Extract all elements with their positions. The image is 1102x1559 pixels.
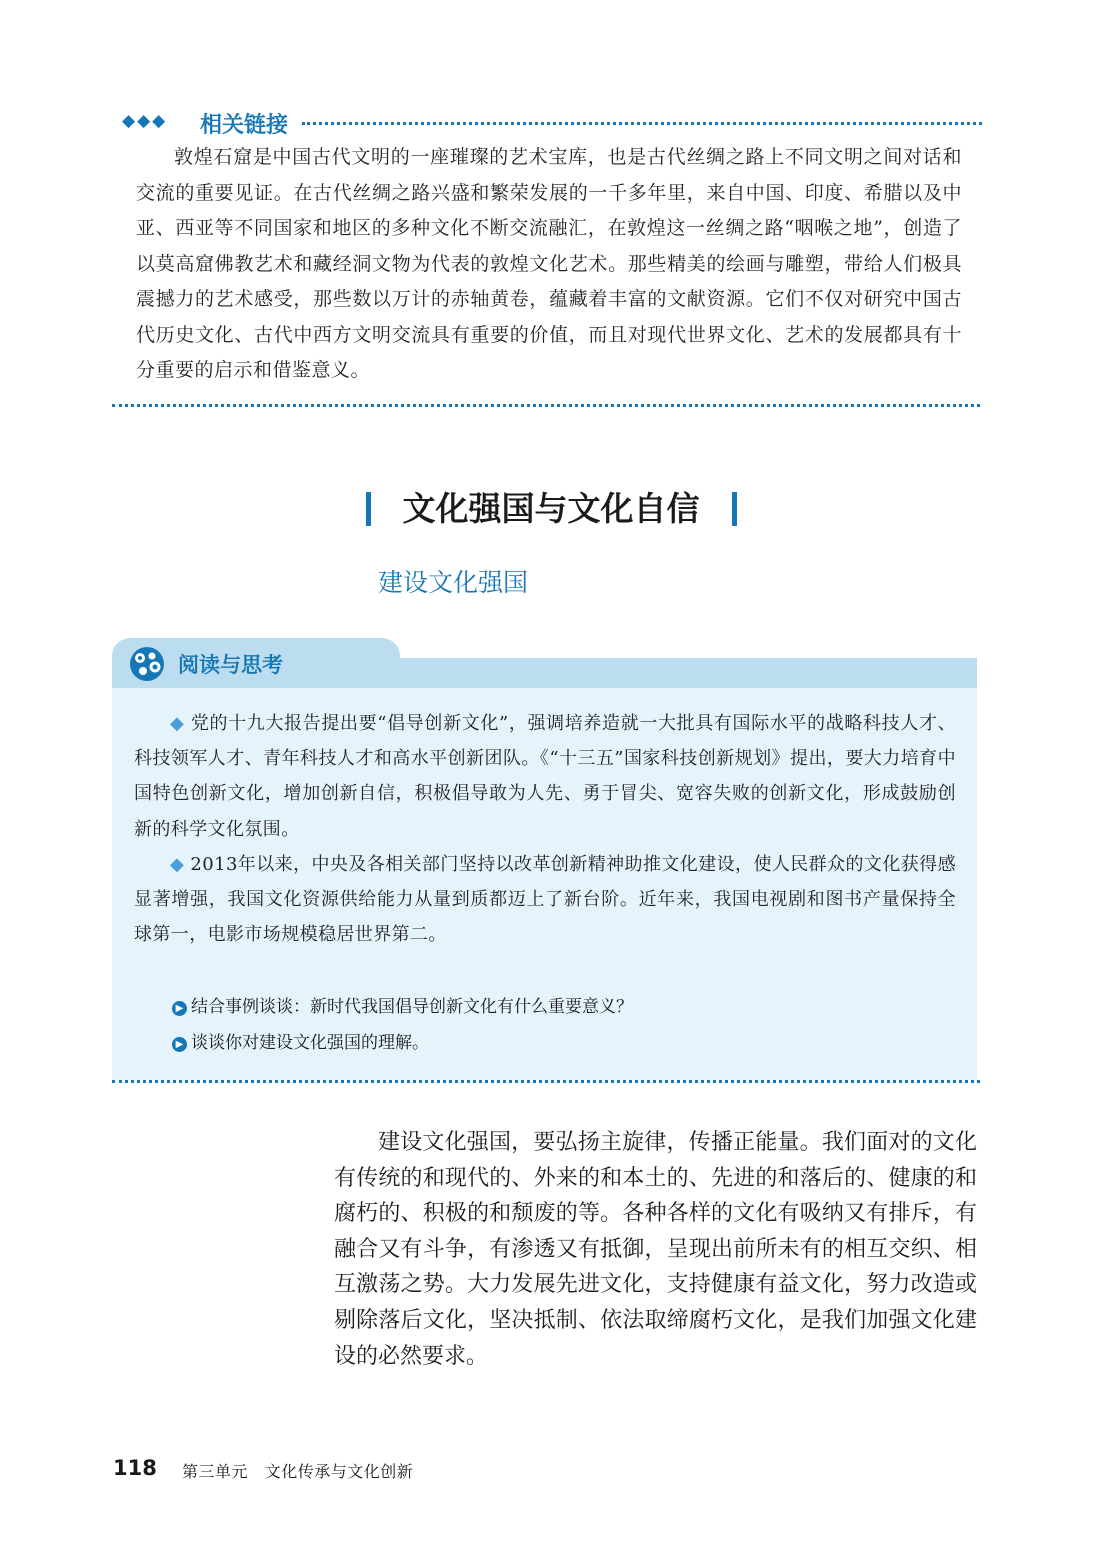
arrow-right-icon: ▶	[172, 1001, 187, 1016]
section-title	[0, 483, 1102, 530]
section-title-text: 文化强国与文化自信	[402, 489, 700, 528]
body-paragraph: 建设文化强国，要弘扬主旋律，传播正能量。我们面对的文化有传统的和现代的、外来的和本土的、先进的和落后的、健康的和腐朽的、积极的和颓废的等。各种各样的文化有吸纳又有排斥，有融合又有斗争，有渗透又有抵御，呈现出前所未有的相互交织、相互激荡之势。大力发展先进文化，支持健康有益文化，努力改造或剔除落后文化，坚决抵制、依法取缔腐朽文化，是我们加强文化建设的必然要求。	[334, 1130, 977, 1369]
dotted-rule	[302, 122, 982, 125]
bullet-diamond-icon: ◆	[170, 854, 185, 875]
title-bar-right	[732, 492, 737, 526]
title-bar-left	[366, 492, 371, 526]
related-links-header	[122, 108, 982, 138]
reading-box-bottom-divider	[112, 1080, 980, 1083]
unit-title: 文化传承与文化创新	[264, 1462, 414, 1481]
related-links-title: 相关链接	[200, 113, 289, 138]
reading-paragraph-text: 党的十九大报告提出要“倡导创新文化”，强调培养造就一大批具有国际水平的战略科技人才、科技领军人才、青年科技人才和高水平创新团队。《“十三五”国家科技创新规划》提出，要大力培育中国特色创新文化，增加创新自信，积极倡导敢为人先、勇于冒尖、宽容失败的创新文化，形成鼓励创新的科学文化氛围。	[134, 713, 957, 840]
related-links-text: 敦煌石窟是中国古代文明的一座璀璨的艺术宝库，也是古代丝绸之路上不同文明之间对话和交流的重要见证。在古代丝绸之路兴盛和繁荣发展的一千多年里，来自中国、印度、希腊以及中亚、西亚等不同国家和地区的多种文化不断交流融汇，在敦煌这一丝绸之路“咽喉之地”，创造了以莫高窟佛教艺术和藏经洞文物为代表的敦煌文化艺术。那些精美的绘画与雕塑，带给人们极具震撼力的艺术感受，那些数以万计的赤轴黄卷，蕴藏着丰富的文献资源。它们不仅对研究中国古代历史文化、古代中西方文明交流具有重要的价值，而且对现代世界文化、艺术的发展都具有十分重要的启示和借鉴意义。	[136, 146, 962, 381]
subsection-title: 建设文化强国	[378, 568, 529, 597]
question-text: 谈谈你对建设文化强国的理解。	[191, 1033, 429, 1053]
section-divider	[112, 404, 980, 407]
reading-box-title: 阅读与思考	[178, 653, 283, 677]
reading-thought-icon	[128, 645, 166, 683]
unit-label: 第三单元	[182, 1462, 249, 1481]
question-text: 结合事例谈谈：新时代我国倡导创新文化有什么重要意义？	[191, 997, 633, 1017]
discussion-question	[172, 1028, 429, 1053]
discussion-question	[172, 992, 633, 1017]
page-number: 118	[113, 1456, 157, 1480]
arrow-right-icon: ▶	[172, 1037, 187, 1052]
reading-paragraph	[134, 847, 956, 953]
reading-paragraph	[134, 706, 956, 847]
reading-paragraph-text: 2013年以来，中央及各相关部门坚持以改革创新精神助推文化建设，使人民群众的文化获得感显著增强，我国文化资源供给能力从量到质都迈上了新台阶。近年来，我国电视剧和图书产量保持全球第一，电影市场规模稳居世界第二。	[134, 854, 956, 946]
diamond-icons: ◆◆◆	[122, 111, 168, 131]
bullet-diamond-icon: ◆	[170, 713, 185, 734]
running-footer	[182, 1459, 413, 1482]
